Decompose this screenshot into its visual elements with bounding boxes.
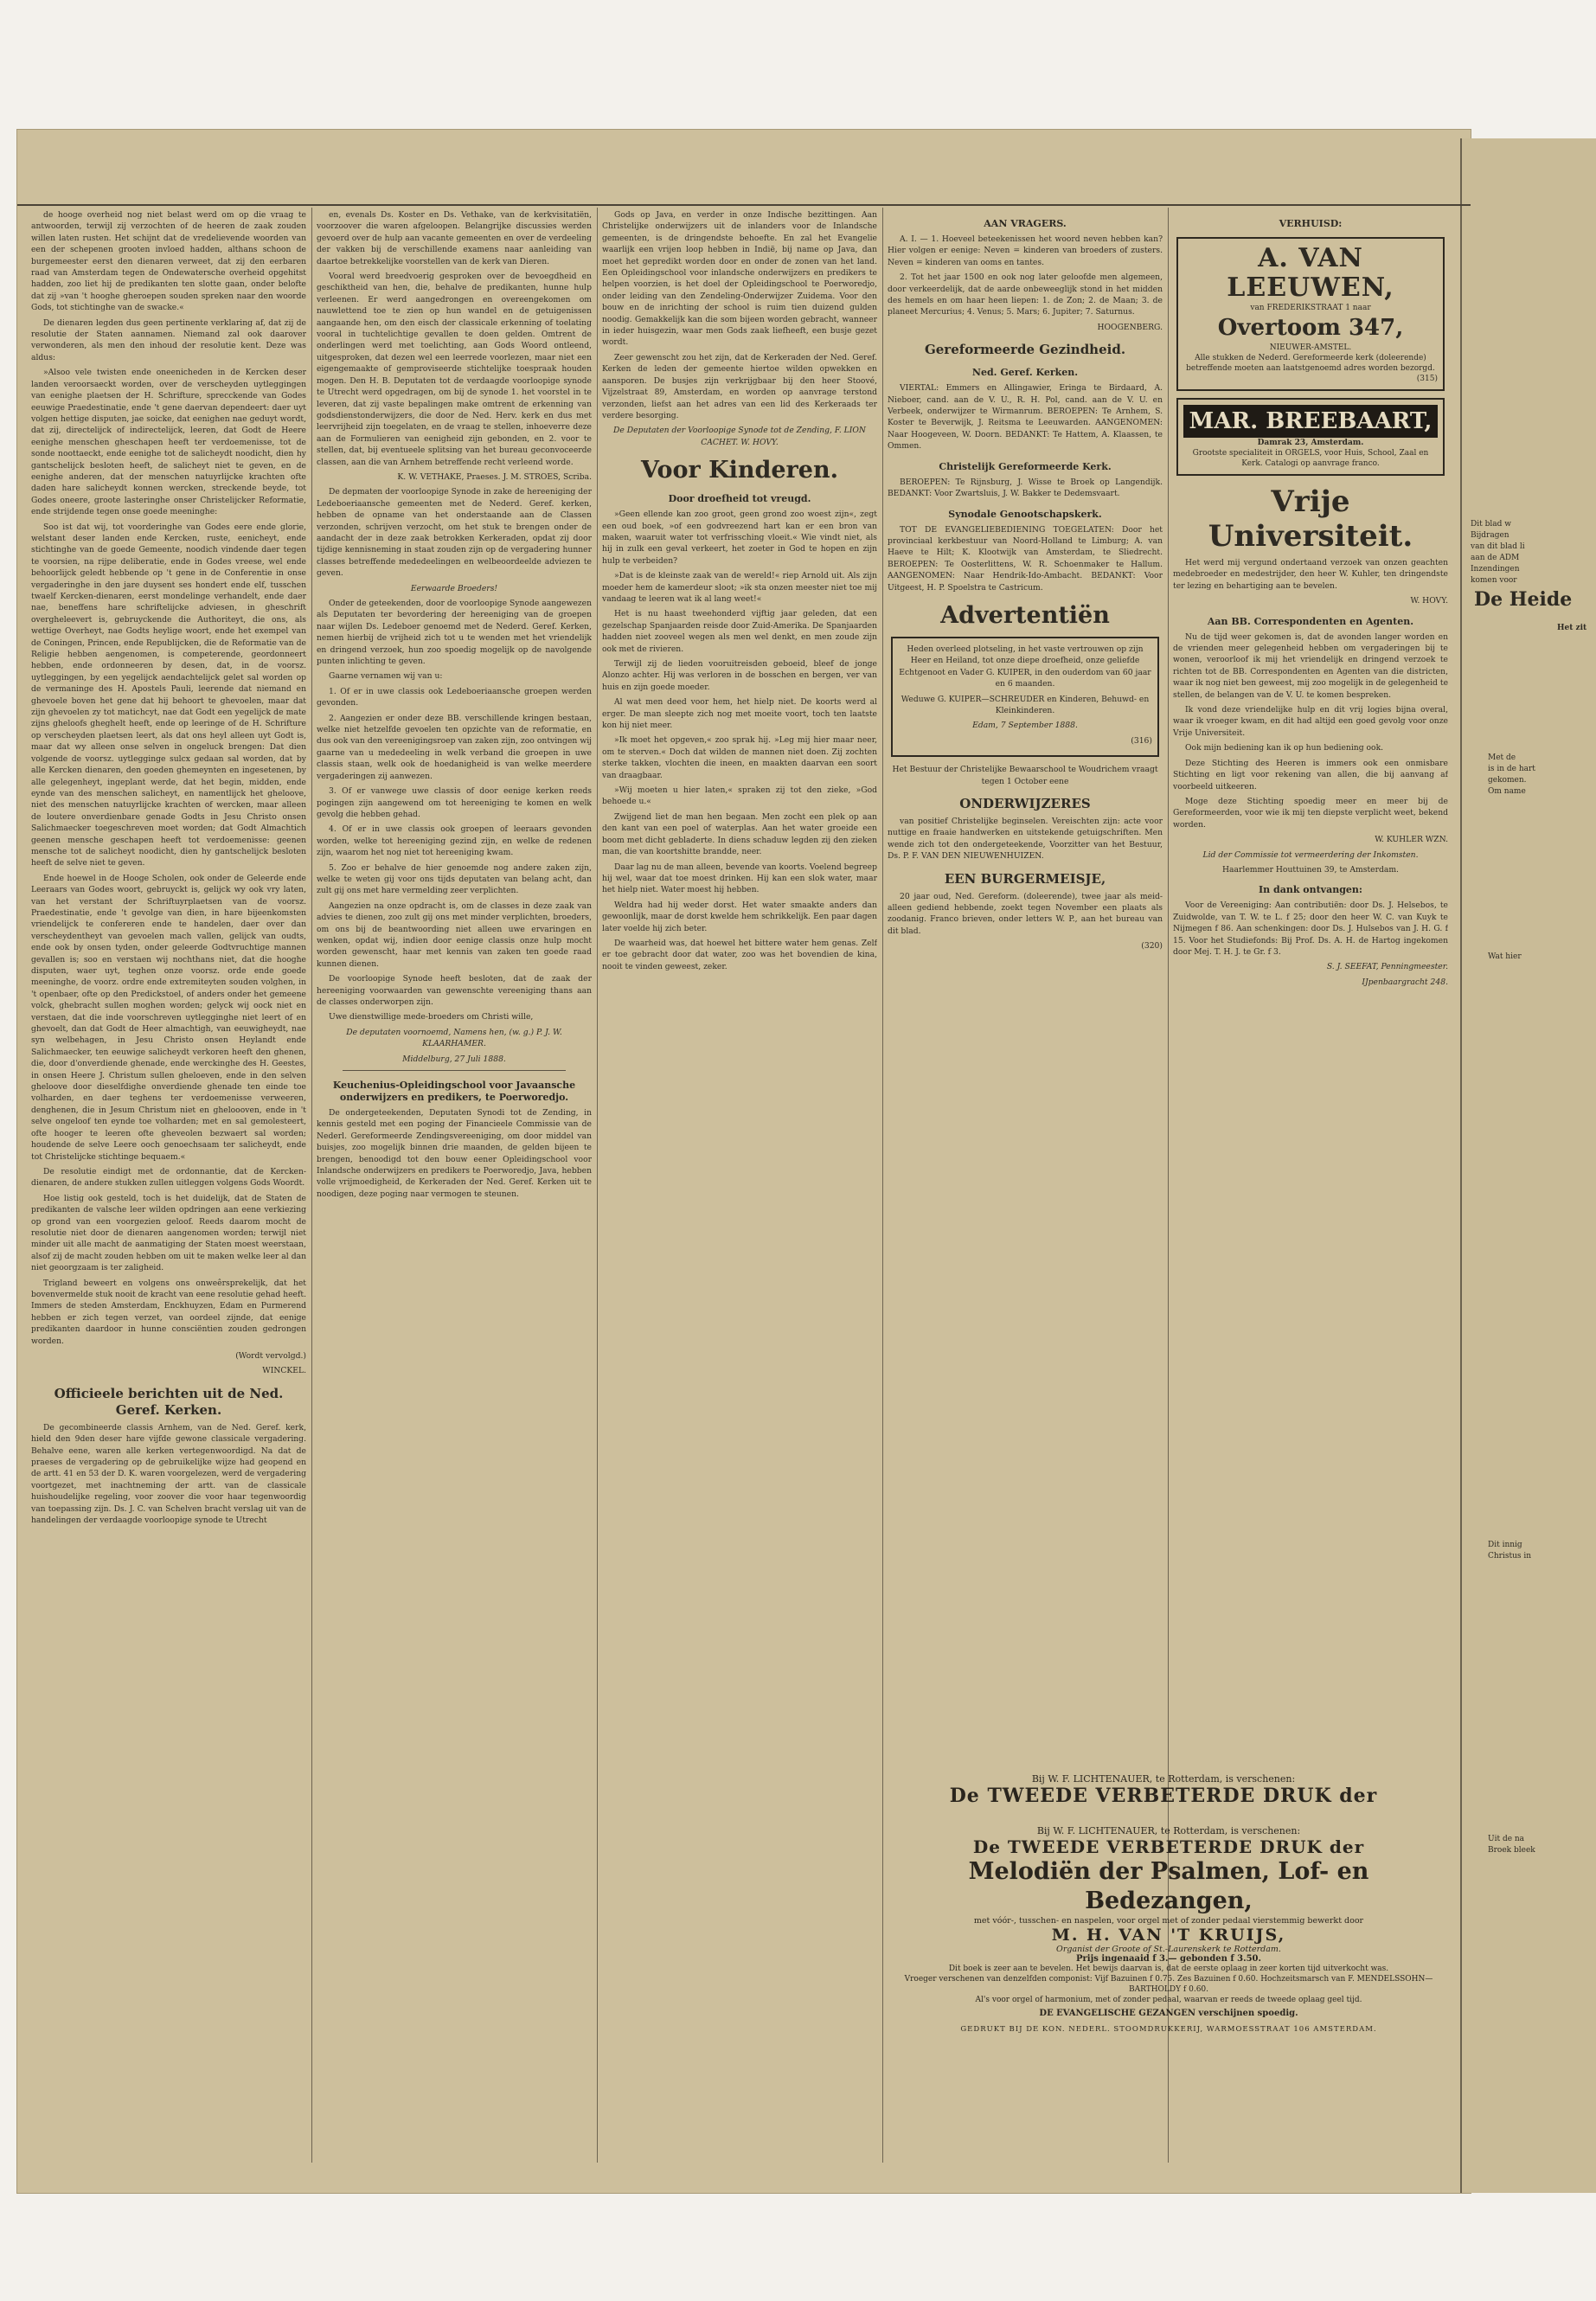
banner-price: Prijs ingenaaid f 3.— gebonden f 3.50. xyxy=(1076,1954,1261,1964)
banner-line: Organist der Groote of St.-Laurenskerk te Rotterdam. xyxy=(1056,1945,1281,1954)
ad-from: van FREDERIKSTRAAT 1 naar xyxy=(1250,304,1371,312)
ad-number: (315) xyxy=(1416,375,1438,383)
paragraph: De voorloopige Synode heeft besloten, dat de zaak der hereeniging voorwaarden van gewenschte vereeniging thans aan de classes onderworpen zijn. xyxy=(317,974,592,1007)
fragment: komen voor xyxy=(1471,576,1517,585)
section-heading: Advertentiën xyxy=(940,601,1110,629)
banner-line: DE EVANGELISCHE GEZANGEN verschijnen spoedig. xyxy=(1039,2009,1298,2018)
place-date: Middelburg, 27 Juli 1888. xyxy=(402,1054,506,1064)
section-heading: Vrije Universiteit. xyxy=(1208,484,1413,554)
paragraph: Weldra had hij weder dorst. Het water smaakte anders dan gewoonlijk, maar de dorst kwelde hem schrikkelijk. Een paar dagen later voelde hij zich beter. xyxy=(602,900,877,933)
notice-sign: Weduwe G. KUIPER—SCHREUDER en Kinderen, Behuwd- en Kleinkinderen. xyxy=(901,694,1150,715)
paragraph: TOT DE EVANGELIEBEDIENING TOEGELATEN: Door het provinciaal kerkbestuur van Noord-Holland te Limburg; A. van Haeve te Hilt; K. Klootwijk van Amsterdam, te Sliedrecht. BEROEPEN: Te Oosterlittens, W. R. Schoenmaker te Hallum. AANGENOMEN: Naar Hendrik-Ido-Ambacht. BEDANKT: Voor Uitgeest, H. P. Spoelstra te Castricum. xyxy=(888,524,1163,593)
paragraph: Deze Stichting des Heeren is immers ook een onmisbare Stichting en ligt voor rekening van allen, die bij aanvang af voorbeeld uitkeeren. xyxy=(1173,758,1448,792)
paragraph: Ende hoewel in de Hooge Scholen, ook onder de Geleerde ende Leeraars van Godes woort, gebruyckt is, gelijck wy ook vry laten, van het verstant der Schriftuyrplaetsen van de voorsz. Praedestinatie, ende 't gevolge van dien, in hare bijeenkomsten vriendelijck te confereren ende te handelen, daer over dan verscheydentheyt van gevoelen mach vallen, gelijck van oudts, ende ook by onsen tyden, onder geleerde Godtvruchtige mannen gevallen is; soo en verstaen wij nochthans niet, dat die hooghe disputen, waer uyt, teghen onze voorsz. orde ende goede meeninghe, de voorz. ordre ende extremiteyten souden volghen, in 't openbaer, ofte op den Predickstoel, of anders onder het gemeene volck, ghebracht sullen moghen worden; gelyck wij oock niet en verstaen, dat die inde voorschreven uytlegginghe niet leert of en ghevoelt, dan dat Godt de Heer almachtigh, van eeuwigheydt, nae syn welbehagen, in Jesu Christo onsen Heylandt ende Salichmaecker, ten eeuwige salicheydt verkoren heeft den ghenen, die, door d'onverdiende ghenade, ende werckinghe des H. Geestes, in onsen Heere J. Christum sullen gheloeven, ende in den selven gheloove door dieselfdighe onverdiende ghenade ten einde toe volharden, en daer teghens ter verdoemenisse verweeren, denghenen, die in Jesum Christum niet en gheloooven, ende in 't selve ongeloof ten eynde toe volharden; met en sal gemolesteert, ofte hooger te leeren ofte gheveolen bezwaert sal worden; houdende de selve Leere ooch genoechsaam ter salicheydt, ende tot Christelijcke stichtinge bequaem.« xyxy=(31,873,306,1162)
author-address: Haarlemmer Houttuinen 39, te Amsterdam. xyxy=(1222,864,1399,875)
fragment: Om name xyxy=(1488,787,1526,796)
banner-line: Bij W. F. LICHTENAUER, te Rotterdam, is verschenen: xyxy=(1031,1773,1296,1785)
paragraph: Gaarne vernamen wij van u: xyxy=(329,671,443,682)
paragraph: Ook mijn bediening kan ik op hun bediening ook. xyxy=(1185,743,1384,753)
ad-number: (320) xyxy=(1141,941,1163,952)
adjacent-page-text xyxy=(1488,1834,1592,1856)
author-signature: HOOGENBERG. xyxy=(1097,322,1163,332)
paragraph: Aangezien na onze opdracht is, om de classes in deze zaak van advies te dienen, zoo zult gij ons met minder verplichten, broeders, om ons bij de beantwoording niet alleen uwe ervaringen en wenken, opdat wij, indien door eenige classis onze hulp mocht worden gewenscht, haar met kennis van zaken ten goede raad kunnen dienen. xyxy=(317,901,592,969)
paragraph: »Wij moeten u hier laten,« spraken zij tot den zieke, »God behoede u.« xyxy=(602,785,877,807)
ad-street: Damrak 23, Amsterdam. xyxy=(1257,439,1364,447)
paragraph: Uwe dienstwillige mede-broeders om Christi wille, xyxy=(329,1012,534,1022)
paragraph: BEROEPEN: Te Rijnsburg, J. Wisse te Broek op Langendijk. BEDANKT: Voor Zwartsluis, J. W. Bakker te Dedemsvaart. xyxy=(888,477,1163,499)
paragraph: 2. Aangezien er onder deze BB. verschillende kringen bestaan, welke niet hetzelfde gevoelen ten opzichte van de reformatie, en dus ook van den vereenigingsroep van zaken zijn, zoo ontvingen wij gaarne van u mededeeling in welk verband die groepen in uwe classis staan, welk ook de hoedanigheid is van welke meerdere vergaderingen zij aanwezen. xyxy=(317,713,592,781)
author-signature: WINCKEL. xyxy=(262,1366,306,1376)
paragraph: Het is nu haast tweehonderd vijftig jaar geleden, dat een gezelschap Spanjaarden reisde door Zuid-Amerika. De Spanjaarden hadden niet zooveel wegen als men wel denkt, en men zoude zijn ook met de rivieren. xyxy=(602,609,877,654)
signatories: K. W. VETHAKE, Praeses. J. M. STROES, Scriba. xyxy=(397,471,592,482)
column-4 xyxy=(888,209,1163,1929)
section-heading: Gereformeerde Gezindheid. xyxy=(924,342,1126,358)
paragraph: 5. Zoo er behalve de hier genoemde nog andere zaken zijn, welke te weten gij voor ons tijds deputaten van belang acht, dan zult gij ons met hare vermelding zeer verplichten. xyxy=(317,862,592,896)
deputies-sign: De deputaten voornoemd, Namens hen, (w. g.) P. J. W. KLAARHAMER. xyxy=(346,1027,562,1049)
salutation: Eerwaarde Broeders! xyxy=(410,583,498,593)
paragraph: »Dat is de kleinste zaak van de wereld!« riep Arnold uit. Als zijn moeder hem de kamerdeur sloot; »ik sta onzen meester niet toe mij vandaag te leeren wat ik al lang weet!« xyxy=(602,571,877,604)
paragraph: en, evenals Ds. Koster en Ds. Vethake, van de kerkvisitatiën, voorzoover die waren afgeloopen. Belangrijke discussies werden gevoerd over de hulp aan vacante gemeenten en over de verdeeling der vakken bij de verschillende examens naar aanleiding van daartoe betrekkelijke voorstellen van de kerk van Dieren. xyxy=(317,210,592,266)
paragraph: De ondergeteekenden, Deputaten Synodi tot de Zending, in kennis gesteld met een poging der Financieele Commissie van de Nederl. Gereformeerde Zendingsvereeniging, om door middel van buisjes, zoo mogelijk binnen drie maanden, de gelden bijeen te brengen, benoodigd tot den bouw eener Opleidingschool voor Inlandsche onderwijzers en predikers te Poerworedjo, Java, hebben volle vrijmoedigheid, de Kerkeraden der Ned. Geref. Kerken uit te noodigen, deze poging naar vermogen te steunen. xyxy=(317,1108,592,1199)
psalm-book-ad-body xyxy=(888,1825,1450,2034)
paragraph: Daar lag nu de man alleen, bevende van koorts. Voelend begreep hij wel, waar dat toe moest drinken. Hij kan een slok water, maar het hielp niet. Water moest hij hebben. xyxy=(602,862,877,895)
ad-city: NIEUWER-AMSTEL. xyxy=(1269,343,1352,352)
paragraph: van positief Christelijke beginselen. Vereischten zijn: acte voor nuttige en fraaie handwerken en uitstekende getuigschriften. Men wende zich tot den ondergeteekende, Voorzitter van het Bestuur, Ds. P. F. VAN DEN NIEUWENHUIZEN. xyxy=(888,817,1163,862)
paragraph: 1. Of er in uwe classis ook Ledeboeriaansche groepen werden gevonden. xyxy=(317,686,592,708)
fragment: Christus in xyxy=(1488,1552,1532,1561)
column-5 xyxy=(1173,209,1448,1929)
paragraph: Al wat men deed voor hem, het hielp niet. De koorts werd al erger. De man sleepte zich nog met moeite voort, toch ten laatste kon hij niet meer. xyxy=(602,697,877,731)
paragraph: De depmaten der voorloopige Synode in zake de hereeniging der Ledeboeriaansche gemeenten met de Nederd. Geref. kerken, hebben de opname van het onderstaande aan de Classen verzonden, schrijven verzocht, om het stuk te brengen onder de aandacht der in deze zaak betrokken Kerkeraden, opdat zij door tijdige kennisneming in staat zouden zijn op de vergadering hunner classes betreffende mededeelingen en welbeoordeelde adviezen te geven. xyxy=(317,487,592,579)
fragment: Wat hier xyxy=(1488,952,1522,961)
fragment: aan de ADM xyxy=(1471,554,1520,562)
printer-line: GEDRUKT BIJ DE KON. NEDERL. STOOMDRUKKERIJ, WARMOESSTRAAT 106 AMSTERDAM. xyxy=(960,2025,1377,2034)
fragment: is in de hart xyxy=(1488,765,1535,773)
sub-heading: Aan BB. Correspondenten en Agenten. xyxy=(1207,615,1414,627)
banner-line: Vroeger verschenen van denzelfden componist: Vijf Bazuinen f 0.75. Zes Bazuinen f 0.60. Hochzeitsmarsch van F. MENDELSSOHN—BARTHOLDY f 0.60. xyxy=(904,1975,1433,1994)
death-notice xyxy=(891,637,1159,757)
paragraph: Onder de geteekenden, door de voorloopige Synode aangewezen als Deputaten ter bevordering der hereeniging van de groepen naar wijlen Ds. Ledeboer genoemd met de Nederd. Geref. Kerken, nemen hierbij de vrijheid zich tot u te wenden met het vriendelijk en dringend verzoek, hun zoo spoedig mogelijk op de navolgende punten inlichting te geven. xyxy=(317,599,592,667)
paragraph: A. I. — 1. Hoeveel beteekenissen het woord neven hebben kan? Hier volgen er eenige: Neven = kinderen van broeders of zusters. Neven = kinderen van ooms en tantes. xyxy=(888,234,1163,267)
section-heading: AAN VRAGERS. xyxy=(984,218,1067,229)
column-rule xyxy=(311,208,312,2163)
banner-title: Melodiën der Psalmen, Lof- en Bedezangen, xyxy=(968,1858,1369,1914)
ad-heading: ONDERWIJZERES xyxy=(959,796,1091,811)
paragraph: De resolutie eindigt met de ordonnantie, dat de Kercken-dienaren, de andere stukken zullen uitleggen volgens Gods Woordt. xyxy=(31,1166,306,1189)
paragraph: Moge deze Stichting spoedig meer en meer bij de Gereformeerden, voor wie ik mij ten diepste verplicht weet, bekend worden. xyxy=(1173,796,1448,830)
paragraph: Ik vond deze vriendelijke hulp en dit vrij logies bijna overal, waar ik vroeger kwam, en dit had altijd een goed gevolg voor onze Vrije Universiteit. xyxy=(1173,705,1448,738)
adjacent-page-text xyxy=(1488,1540,1592,1562)
fragment: Bijdragen xyxy=(1471,531,1509,540)
ad-text: Grootste specialiteit in ORGELS, voor Huis, School, Zaal en Kerk. Catalogi op aanvrage franco. xyxy=(1192,449,1429,468)
paragraph: 4. Of er in uwe classis ook groepen of leeraars gevonden worden, welke tot hereeniging gezind zijn, en welke de redenen zijn, waarom het nog niet tot hereeniging kwam. xyxy=(317,824,592,858)
adjacent-page-text xyxy=(1488,753,1592,798)
ad-text: Alle stukken de Nederd. Gereformeerde kerk (doleerende) betreffende moeten aan laatstgenoemd adres worden bezorgd. xyxy=(1186,354,1435,373)
paragraph: Hoe listig ook gesteld, toch is het duidelijk, dat de Staten de predikanten de valsche leer wilden opdringen aan eene verkiezing op grond van een voorgezien geloof. Reeds daarom mocht de resolutie niet door de dienaren aangenomen worden; terwijl niet minder uit alle macht de aanmatiging der Staten moest weerstaan, alsof zij de macht zouden hebben om uit te maken welke leer al dan niet geoorgzaam is ter zaligheid. xyxy=(31,1193,306,1273)
fragment: Inzendingen xyxy=(1471,565,1520,574)
banner-line: met vóór-, tusschen- en naspelen, voor orgel met of zonder pedaal vierstemmig bewerkt door xyxy=(973,1916,1364,1926)
paragraph: Gods op Java, en verder in onze Indische bezittingen. Aan Christelijke onderwijzers uit de inlanders voor de Inlandsche gemeenten, is de dringendste behoefte. En zal het Evangelie waarlijk een vrijen loop hebben in Indië, bij name op Java, dan moet het gepredikt worden door en onder de zonen van het land. Een Opleidingschool voor inlandsche onderwijzers en predikers te helpen voorzien, is het doel der Opleidingschool te Poerworedjo, onder leiding van den Zendeling-Onderwijzer Zuidema. Voor den bouw en de inrichting der school is ruim tien duizend gulden noodig. Gemakkelijk kan die som bijeen worden gebracht, wanneer in ieder huisgezin, waar men Gods zaak liefheeft, een busje gezet wordt. xyxy=(602,210,877,348)
paragraph: De waarheid was, dat hoewel het bittere water hem genas. Zelf er toe gebracht door dat water, zoo was het bovendien de kina, nooit te vinden geweest, zeker. xyxy=(602,938,877,971)
paragraph: De dienaren legden dus geen pertinente verklaring af, dat zij de resolutie der Staten aannamen. Niemand zal ook daarover verwonderen, als men den inhoud der resolutie kent. Deze was aldus: xyxy=(31,317,306,362)
adjacent-page xyxy=(1460,138,1596,2193)
author-signature: W. HOVY. xyxy=(1410,596,1448,606)
banner-line: Al's voor orgel of harmonium, met of zonder pedaal, waarvan er reeds de tweede oplaag geel tijd. xyxy=(975,1996,1362,2004)
column-1 xyxy=(31,209,306,2163)
banner-line: Dit boek is zeer aan te bevelen. Het bewijs daarvan is, dat de eerste oplaag in zeer korten tijd uitverkocht was. xyxy=(948,1965,1389,1973)
adjacent-masthead: De Heide xyxy=(1474,588,1573,611)
fragment: Met de xyxy=(1488,753,1516,762)
ad-intro: Het Bestuur der Christelijke Bewaarschool te Woudrichem vraagt tegen 1 October eene xyxy=(892,765,1158,786)
treasurer-sign: S. J. SEEFAT, Penningmeester. xyxy=(1326,962,1448,972)
paragraph: Nu de tijd weer gekomen is, dat de avonden langer worden en de vrienden meer gelegenheid hebben om vergaderingen bij te wonen, veroorloof ik mij het vriendelijk en dringend verzoek te richten tot de BB. Correspondenten en Agenten van die districten, waar ik nog niet ben geweest, mij zoo mogelijk in de gelegenheid te stellen, de belangen van de V. U. te komen bespreken. xyxy=(1173,631,1448,700)
fragment: Dit blad w xyxy=(1471,520,1511,529)
banner-line: De TWEEDE VERBETERDE DRUK der xyxy=(949,1785,1378,1807)
sub-heading: Christelijk Gereformeerde Kerk. xyxy=(939,460,1112,472)
notice-date: Edam, 7 September 1888. xyxy=(972,721,1078,731)
paragraph: De gecombineerde classis Arnhem, van de Ned. Geref. kerk, hield den 9den deser hare vijfde gewone classicale vergadering. Behalve eene, waren alle kerken vertegenwoordigd. Na dat de praeses de vergadering op de gebruikelijke wijze had geopend en de artt. 41 en 53 der D. K. waren voorgelezen, werd de vergadering voortgezet, met inachtneming der artt. van de classicale huishoudelijke regeling, voor zoover die voor haar tegenwoordig van toepassing zijn. Ds. J. C. van Schelven bracht verslag uit van de handelingen der verdaagde voorloopige synode te Utrecht xyxy=(31,1422,306,1526)
fragment: van dit blad li xyxy=(1471,542,1525,551)
author-signature: W. KUHLER WZN. xyxy=(1375,835,1448,845)
header-rule xyxy=(17,204,1471,206)
organ-ad xyxy=(1176,398,1445,476)
paragraph: »Geen ellende kan zoo groot, geen grond zoo woest zijn«, zegt een oud boek, »of een godvreezend hart kan er een bron van maken, waaruit water tot verfrissching vloeit.« Wie vindt niet, als hij in zulk een geval verkeert, het zoeter in God te hopen en zijn hulp te verbeiden? xyxy=(602,510,877,566)
treasurer-address: IJpenbaargracht 248. xyxy=(1362,977,1448,987)
paragraph: »Ik moet het opgeven,« zoo sprak hij. »Leg mij hier maar neer, om te sterven.« Doch dat wilden de mannen niet doen. Zij zochten sterke takken, vlochten die ineen, en maakten daarvan een soort van draagbaar. xyxy=(602,735,877,780)
paragraph: de hooge overheid nog niet belast werd om op die vraag te antwoorden, terwijl zij verzochten of de heeren de zaak zouden willen laten rusten. Het schijnt dat de vredelievende woorden van een der schepenen grooten invloed hadden, althans schoon de burgemeester eerst den dienaren verweet, dat zij den eerbaren raad van Amsterdam tegen de Ondewatersche overheid opgehitst hadden, zoo liet hij de predikanten ten slotte gaan, onder belofte dat zij »van 't hooghe gheroepen souden spreken naar den woorde Gods, tot stichtinghe van de swacke.« xyxy=(31,210,306,313)
adjacent-page-text xyxy=(1471,519,1583,586)
relocation-ad xyxy=(1176,237,1445,391)
paragraph: 2. Tot het jaar 1500 en ook nog later geloofde men algemeen, door verkeerdelijk, dat de aarde onbeweeglijk stond in het midden des hemels en om haar heen liepen: 1. de Zon; 2. de Maan; 3. de planeet Mercurius; 4. Venus; 5. Mars; 6. Jupiter; 7. Saturnus. xyxy=(888,272,1163,317)
paragraph: 20 jaar oud, Ned. Gereform. (doleerende), twee jaar als meid-alleen gediend hebbende, zoekt tegen November een plaats als zoodanig. Franco brieven, onder letters W. P., aan het bureau van dit blad. xyxy=(888,891,1163,936)
continued-note: (Wordt vervolgd.) xyxy=(235,1351,306,1361)
paragraph: Zwijgend liet de man hen begaan. Men zocht een plek op aan den kant van een poel of waterplas. Aan het water groeide een boom met dicht gebladerte. In diens schaduw legden zij den zieken man, die van koortshitte brandde, neer. xyxy=(602,811,877,857)
section-heading: Officieele berichten uit de Ned. Geref. Kerken. xyxy=(54,1385,284,1418)
fragment: Dit innig xyxy=(1488,1541,1522,1549)
paragraph: Het werd mij vergund ondertaand verzoek van onzen geachten medebroeder en medestrijder, den heer W. Kuhler, ten dringendste ter lezing en behartiging aan te bevelen. xyxy=(1173,558,1448,591)
divider xyxy=(343,1070,566,1071)
paragraph: VIERTAL: Emmers en Allingawier, Eringa te Birdaard, A. Nieboer, cand. aan de V. U., R. H. Pol, cand. aan de V. U. en Verbeek, onderwijzer te Wirmanrum. BEROEPEN: Te Arnhem, S. Koster te Beverwijk, J. Reitsma te Leeuwarden. AANGENOMEN: Naar Hoogeveen, W. Doorn. BEDANKT: Te Hattem, A. Klaassen, te Ommen. xyxy=(888,383,1163,452)
paragraph: Zeer gewenscht zou het zijn, dat de Kerkeraden der Ned. Geref. Kerken de leden der gemeente hiertoe wilden opwekken en aansporen. De busjes zijn verkrijgbaar bij den heer Stoové, Vijzelstraat 89, Amsterdam, en worden op aanvrage terstond verzonden, liefst aan het adres van een lid des Kerkeraads ter verdere besorging. xyxy=(602,352,877,420)
fragment: Uit de na xyxy=(1488,1835,1525,1843)
paragraph: Trigland beweert en volgens ons onweêrsprekelijk, dat het bovenvermelde stuk nooit de kracht van eene resolutie gehad heeft. Immers de steden Amsterdam, Enckhuyzen, Edam en Purmerend hebben er zich tegen verzet, van oordeel zijnde, dat eenige predikanten daardoor in hunne consciëntien zouden gedrongen worden. xyxy=(31,1278,306,1346)
ad-heading: EEN BURGERMEISJE, xyxy=(944,870,1106,887)
banner-inner xyxy=(882,1773,1445,1807)
banner-line: De TWEEDE VERBETERDE DRUK der xyxy=(972,1836,1365,1857)
sub-heading: Ned. Geref. Kerken. xyxy=(971,367,1079,379)
notice-number: (316) xyxy=(1131,735,1152,746)
paragraph: 3. Of er vanwege uwe classis of door eenige kerken reeds pogingen zijn aangewend om tot hereeniging te komen en welk gevolg die hebben gehad. xyxy=(317,786,592,819)
fragment: Broek bleek xyxy=(1488,1846,1535,1855)
deputies-sign: De Deputaten der Voorloopige Synode tot de Zending, F. LION CACHET. W. HOVY. xyxy=(613,426,866,447)
paragraph: Vooral werd breedvoerig gesproken over de bevoegdheid en geschiktheid van hen, die, behalve de predikanten, hunne hulp verleenen. Er werd aangedrongen en overeengekomen om nauwlettend toe te zien op hun wandel en de getuigenissen aangaande hen, om den eisch der classicale erkenning of toelating vooral in tuchtelichtige gevallen te doen gelden. Omtrent de onderlingen werd met toelichting, aan Gods Woord ontleend, uitgesproken, dat dezen wel een leerrede voorlezen, maar niet een eigengemaakte of gemproviseerde stichtelijke toespraak houden mogen. Den H. B. Deputaten tot de verdaagde voorloopige synode te Utrecht werd opgedragen, om bij de synode 1. het voorstel in te leveren, dat zij vaste bepalingen make omtrent de erkenning van godsdienstonderwijzers, die door de Ned. Herv. kerk en dus met leervrijheid zijn toegelaten, en de vraag te stellen, inhoeverre deze aan de Formulieren van eenigheid zijn gebonden, en 2. voor te stellen, dat, bij eventueele splitsing van het bureau geconvoceerde classen, aan die van Arnhem betreffende recht verleend worde. xyxy=(317,272,592,467)
section-heading: Keuchenius-Opleidingschool voor Javaansche onderwijzers en predikers, te Poerworedjo. xyxy=(332,1080,576,1104)
sub-heading: In dank ontvangen: xyxy=(1259,884,1362,896)
paragraph: Terwijl zij de lieden vooruitreisden geboeid, bleef de jonge Alonzo achter. Hij was verloren in de bosschen en bergen, ver van huis en zijn goede moeder. xyxy=(602,659,877,692)
adjacent-page-text xyxy=(1488,952,1592,963)
ad-name: A. VAN LEEUWEN, xyxy=(1227,243,1394,303)
sub-heading: Synodale Genootschapskerk. xyxy=(948,508,1102,520)
ad-address: Overtoom 347, xyxy=(1217,315,1404,341)
banner-line: Bij W. F. LICHTENAUER, te Rotterdam, is verschenen: xyxy=(1036,1825,1301,1836)
notice-text: Heden overleed plotseling, in het vaste vertrouwen op zijn Heer en Heiland, tot onze diepe droefheid, onze geliefde Echtgenoot en Vader G. KUIPER, in den ouderdom van 60 jaar en 6 maanden. xyxy=(899,644,1151,689)
paragraph: Soo ist dat wij, tot voorderinghe van Godes eere ende glorie, welstant deser landen ende Kercken, ruste, eenicheyt, ende stichtinghe van de goede Gemeente, noodich vindende daer tegen te voorsien, na rijpe deliberatie, ende in Godes vreese, wel ende behoorlijck geledt hebbende op 't gene in de Conferentie in onse vergaderinghe in den jare duysent ses hondert ende elf, tusschen twaelf Kercken-dienaren, eerst mondelinge verhandelt, ende daer nae, beneffens hare schriftelijcke adviesen, in gheschrift overgheleevert is, gebruyckende die Authoriteyt, die ons, als wettige Overheyt, nae Godts heylige woort, ende het exempel van de Coningen, Princen, ende Republijcken, die de Reformatie van de Religie hebben aengenomen, is competerende, geordonneert hebben, ende ordonneeren by desen, dat, in de voorsz. uytleggingen, by een yegelijck aendachtelijck gelet sal worden op de vermaninge des H. Apostels Pauli, leerende dat niemand en ghevoele boven het gene dat hij behoort te ghevoelen, maar dat zijn ghevoelen zy tot matichcyt, nae dat Godt een yegelijck de mate zijns gheloofs gheghelt heeft, ende op leeringe of de H. Schrifture op verscheyden plaetsen leert, als dat ons heyl alleen uyt Godt is, maar dat wy alleen onse selven in ongeluck brengen: Dat dien volgende de voorsz. uytlegginge sulcx gedaan sal worden, dat by alle Kercken dienaren, den goeden ghemeynten en ingesetenen, by alle gelegenheyt, ingeplant werde, dat het begin, midden, ende eynde van des menschen salicheyt, en namentlijck het gheloove, niet des menschen natuyrlijcke krachten of wercken, maar alleen de loutere onverdienbare genade Godts in Jesu Christo onsen Salichmaecker toegeschreven moet worden; dat Godt Almachtich geenen mensche geschapen heeft tot verdoemenisse: geenen mensche tot de salicheyt noodicht, dien hy gantschelijck besloten heeft de selve niet te geven. xyxy=(31,522,306,868)
paragraph: Voor de Vereeniging: Aan contributiën: door Ds. J. Helsebos, te Zuidwolde, van T. W. te L. f 25; door den heer W. C. van Kuyk te Nijmegen f 86. Aan schenkingen: door Ds. J. Hulsebos van J. H. G. f 15. Voor het Studiefonds: Bij Prof. Ds. A. H. de Hartog ingekomen door Mej. T. H. J. te Gr. f 3. xyxy=(1173,901,1448,957)
banner-composer: M. H. VAN 'T KRUIJS, xyxy=(1051,1926,1286,1945)
paragraph: »Alsoo vele twisten ende oneenicheden in de Kercken deser landen veroorsaeckt worden, over de verscheyden uytleggingen van eenighe plaetsen der H. Schrifture, sprecckende van Godes eeuwige Praedestinatie, ende 't gene daervan dependeert: daer uyt volgen hettige disputen, jae soicke, dat eenighen nae geduyt wordt, dat zij, directelijck of indirectelijck, leeren, dat Godt de Heere eenighe menschen gheschapen heeft ter verdoemenisse, tot de sonde noottaeckt, ende eenighe tot de salicheydt noodicht, dien hy gantschelijck besloten heeft, de salicheyt niet te geven, en de eenighe anderen, dat der menschen natuyrlijcke krachten ofte daden hare salicheydt konnen wercken, streckende beyde, tot Godes oneere, groote lasteringhe onser Christelijcker Reformatie, ende strijdende tegen onse goede meeninghe: xyxy=(31,368,306,517)
author-role: Lid der Commissie tot vermeerdering der Inkomsten. xyxy=(1202,849,1419,860)
story-title: Door droefheid tot vreugd. xyxy=(668,493,811,505)
section-heading: VERHUISD: xyxy=(1279,218,1343,229)
section-heading: Voor Kinderen. xyxy=(641,457,838,484)
fragment: gekomen. xyxy=(1488,776,1527,785)
ad-name: MAR. BREEBAART, xyxy=(1183,405,1438,438)
adjacent-subheading: Het zit xyxy=(1557,624,1587,632)
